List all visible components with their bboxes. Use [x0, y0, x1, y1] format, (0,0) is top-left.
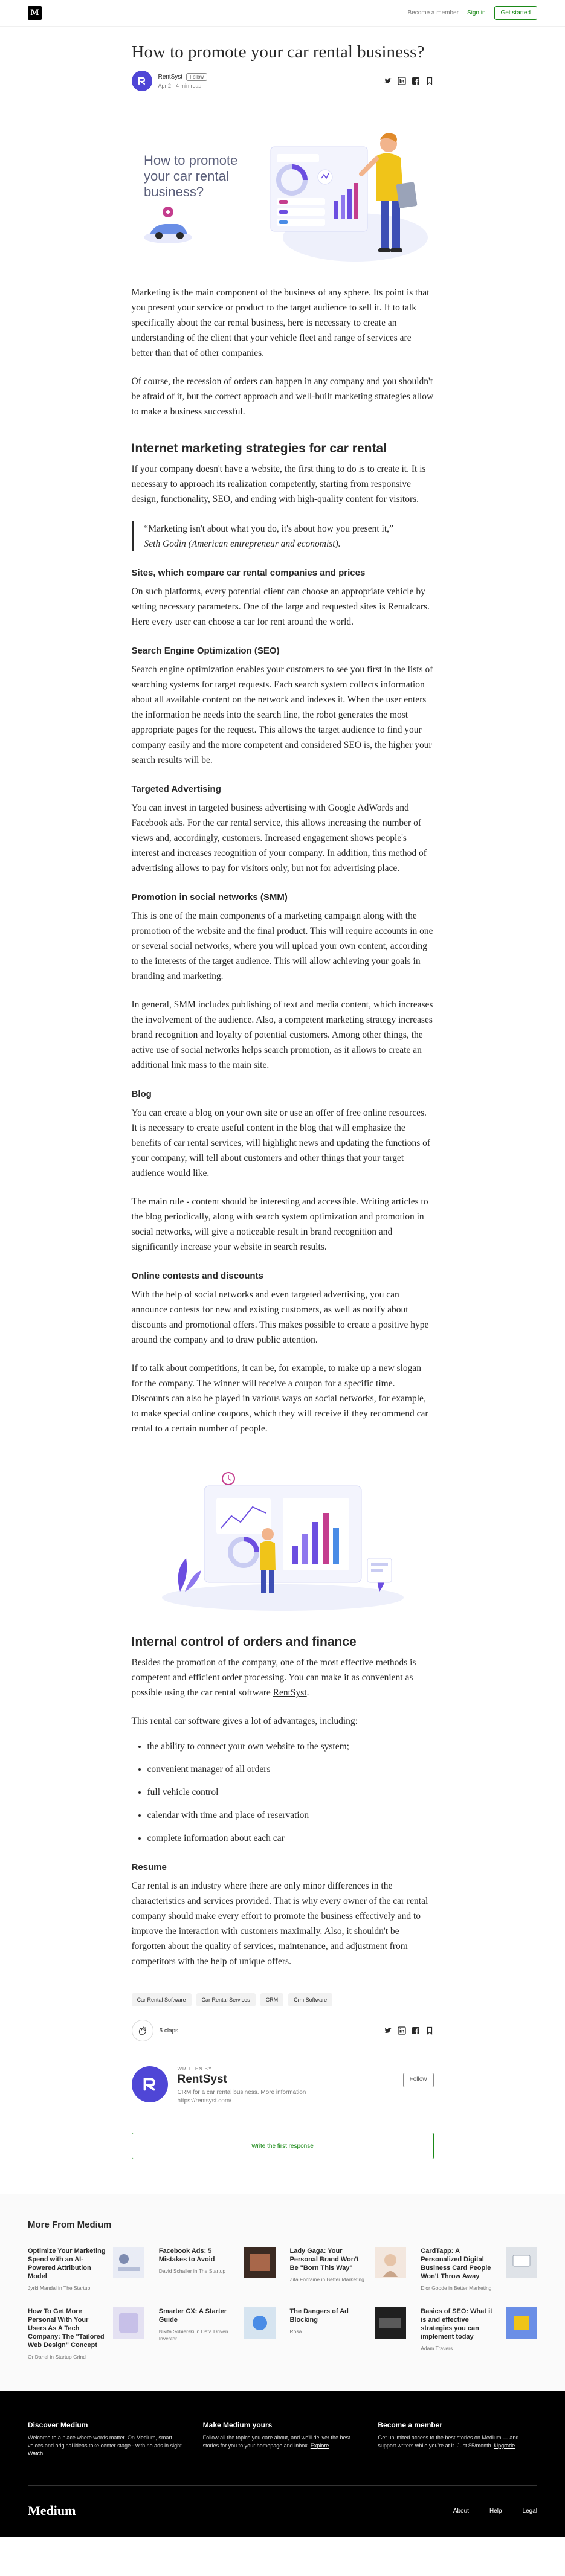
author-row — [132, 71, 434, 91]
clap-icon — [137, 2025, 148, 2036]
footer-col-make-yours — [203, 2421, 363, 2458]
list-item: • calendar with time and place of reservation — [147, 1808, 434, 1823]
card-author: Jyrki Mandal in The Startup — [28, 2285, 91, 2291]
article-title: How to promote your car rental business? — [131, 42, 425, 62]
recommendation-card[interactable] — [290, 2247, 407, 2292]
get-started-button[interactable]: Get started — [494, 6, 537, 20]
rentsyst-logo-icon — [140, 2074, 160, 2095]
card-author: Nikita Sobierski in Data Driven Investor — [158, 2328, 228, 2342]
facebook-icon[interactable] — [412, 77, 420, 85]
card-author: Zita Fontaine in Better Marketing — [289, 2276, 364, 2282]
become-member-link[interactable]: Become a member — [407, 10, 459, 16]
footer-col-body — [378, 2434, 537, 2450]
writer-name[interactable]: RentSyst — [177, 2073, 227, 2086]
linkedin-icon[interactable] — [398, 2026, 406, 2035]
footer-bottom — [28, 2485, 537, 2519]
footer-medium-logo[interactable]: Medium — [28, 2503, 76, 2518]
list-item: • the ability to connect your own website to the system; — [147, 1739, 434, 1754]
internal-text-after-link: . — [306, 1688, 309, 1698]
hero-heading-line1: How to promote — [143, 153, 237, 168]
upgrade-link[interactable]: Upgrade — [494, 2443, 515, 2449]
card-title[interactable]: Basics of SEO: What it is and effective strategies you can implement today — [421, 2308, 492, 2340]
clap-row — [132, 2020, 434, 2041]
recommendation-card[interactable] — [28, 2247, 144, 2292]
writer-bio — [178, 2089, 403, 2105]
card-thumbnail[interactable] — [506, 2307, 537, 2339]
footer-link-about[interactable]: About — [453, 2507, 469, 2514]
footer-links — [453, 2508, 537, 2514]
sites-paragraph: On such platforms, every potential client can choose an appropriate vehicle by setting necessary parameters. One of the large and requested sites is Rentalcars. Here every user can choose a car for rent around the world. — [131, 586, 430, 627]
bookmark-icon[interactable] — [425, 77, 434, 85]
tag-crm-software[interactable]: Crm Software — [288, 1993, 332, 2006]
resume-paragraph: Car rental is an industry where there are only minor differences in the characteristics and services provided. That is why every owner of the car rental company should make every effort to promote the business effectively and to improve the interaction with customers maximally. Also, it shouldn't be forgotten about the quality of services, maintenance, and adjustment from competitors with the help of unique offers. — [131, 1881, 428, 1967]
explore-link[interactable]: Explore — [310, 2443, 329, 2449]
recommendation-card[interactable] — [159, 2247, 276, 2292]
tag-crm[interactable]: CRM — [260, 1993, 284, 2006]
footer-col-title: Become a member — [378, 2421, 443, 2429]
twitter-icon[interactable] — [384, 77, 392, 85]
footer-col-discover — [28, 2421, 187, 2458]
footer-columns — [28, 2421, 537, 2458]
card-author: Or Danel in Startup Grind — [28, 2354, 86, 2360]
medium-logo[interactable]: M — [28, 6, 42, 20]
footer-col-body — [28, 2434, 187, 2458]
seo-paragraph: Search engine optimization enables your customers to see you first in the lists of searching systems for target requests. Each search system collects information about all available content on the network and indexes it. When the user enters the information he needs into the search line, the robot generates the most appropriate pages for the request. This allows the target audience to find your company easily and the more competent and considered SEO is, the higher your search results will be. — [131, 664, 433, 765]
internal-paragraph-1 — [132, 1655, 434, 1700]
tag-list — [132, 1993, 434, 2006]
writer-info — [178, 2066, 403, 2105]
internet-paragraph: If your company doesn't have a website, the first thing to do is to create it. It is necessary to approach its realization competently, starting from responsive design, functionality, SEO, and ending with high-quality content for visitors. — [131, 464, 426, 504]
smm-paragraph-2: In general, SMM includes publishing of text and media content, which increases the involvement of the audience. Also, a competent marketing strategy increases brand recognition and loyalty of potential customers. Among other things, the active use of social networks helps search promotion, as it allows to create an additional link mass to the main site. — [131, 1000, 433, 1070]
intro-paragraph-1: Marketing is the main component of the business of any sphere. Its point is that you present your service or product to the target audience to sell it. If to talk specifically about the car rental business, here is necessary to create an understanding of the client that your vehicle fleet and range of services are better than that of other companies. — [131, 287, 430, 358]
card-thumbnail[interactable] — [113, 2247, 144, 2278]
card-thumbnail[interactable] — [375, 2307, 406, 2339]
share-icons — [384, 77, 434, 85]
advantages-list — [132, 1739, 434, 1846]
recommendation-card[interactable] — [421, 2247, 537, 2292]
quote-citation: Seth Godin (American entrepreneur and economist). — [144, 539, 341, 549]
twitter-icon[interactable] — [384, 2026, 392, 2035]
card-title[interactable]: CardTapp: A Personalized Digital Business Card People Won't Throw Away — [421, 2247, 491, 2280]
card-thumbnail[interactable] — [506, 2247, 537, 2278]
clap-count: 5 claps — [159, 2027, 179, 2034]
section-heading-contests: Online contests and discounts — [131, 1271, 263, 1281]
contests-paragraph-1: With the help of social networks and even targeted advertising, you can announce contests for new and existing customers, as well as notify about discounts and promotional offers. This makes possible to create a positive hype around the company and to draw public attention. — [131, 1290, 429, 1345]
section-heading-sites: Sites, which compare car rental companies and prices — [131, 568, 366, 578]
written-by-label: WRITTEN BY — [177, 2066, 212, 2072]
watch-link[interactable]: Watch — [28, 2450, 44, 2456]
bottom-share-icons — [384, 2026, 434, 2035]
section-heading-resume: Resume — [131, 1862, 167, 1872]
footer-link-legal[interactable]: Legal — [522, 2507, 537, 2514]
footer-col-title: Make Medium yours — [202, 2421, 273, 2429]
blockquote — [132, 521, 434, 551]
rentsyst-logo-icon — [136, 75, 148, 87]
section-heading-targeted: Targeted Advertising — [131, 784, 221, 794]
author-meta — [158, 73, 208, 89]
footer-col-text: Welcome to a place where words matter. On Medium, smart voices and original ideas take center stage - with no ads in sight. — [28, 2435, 184, 2449]
linkedin-icon[interactable] — [398, 77, 406, 85]
card-author: Adam Travers — [421, 2345, 453, 2351]
contests-paragraph-2: If to talk about competitions, it can be, for example, to make up a new slogan for the company. The winner will receive a coupon for a specific time. Discounts can also be played in various ways on social networks, for example, to make special online coupons, which they will receive if they recommend car rental to a certain number of people. — [131, 1363, 428, 1434]
card-title[interactable]: Smarter CX: A Starter Guide — [158, 2308, 227, 2324]
hero-heading-line3: business? — [143, 184, 204, 199]
targeted-paragraph: You can invest in targeted business advertising with Google AdWords and Facebook ads. For the car rental service, this allows increasing the number of views and, accordingly, customers. Increased engagement shows people's interest and increases recognition of your company. In addition, this method of advertising allows to pay for visitors only, but not for advertising place. — [131, 803, 427, 873]
list-item: • full vehicle control — [147, 1785, 434, 1800]
sign-in-link[interactable]: Sign in — [467, 10, 486, 16]
analytics-illustration — [132, 1462, 434, 1613]
bookmark-icon[interactable] — [425, 2026, 434, 2035]
top-navigation — [0, 0, 565, 27]
article — [132, 42, 434, 2159]
footer-col-title: Discover Medium — [28, 2421, 88, 2429]
writer-card — [132, 2055, 434, 2118]
write-response-button[interactable]: Write the first response — [132, 2133, 434, 2159]
card-title[interactable]: Facebook Ads: 5 Mistakes to Avoid — [158, 2247, 215, 2263]
recommendation-card[interactable] — [159, 2307, 276, 2360]
section-heading-smm: Promotion in social networks (SMM) — [131, 892, 288, 902]
internal-text-before-link: Besides the promotion of the company, one of the most effective methods is competent and efficient order processing. You can make it as convenient as possible using the car rental software — [131, 1657, 416, 1698]
card-title[interactable]: How To Get More Personal With Your Users As A Tech Company: The "Tailored Web Design" Concept — [28, 2308, 105, 2349]
blog-paragraph-2: The main rule - content should be interesting and accessible. Writing articles to the blog periodically, along with search system optimization and promotion in social networks, will give a noticeable result in brand recognition and significantly increase your website in search results. — [131, 1196, 428, 1252]
clap-button[interactable] — [132, 2020, 153, 2041]
list-item: • convenient manager of all orders — [147, 1762, 434, 1777]
card-title[interactable]: Optimize Your Marketing Spend with an AI-Powered Attribution Model — [28, 2247, 106, 2280]
writer-follow-button[interactable]: Follow — [403, 2073, 434, 2087]
top-actions — [407, 6, 537, 20]
footer-col-member — [378, 2421, 537, 2458]
tag-car-rental-software[interactable]: Car Rental Software — [132, 1993, 192, 2006]
card-thumbnail[interactable] — [113, 2307, 144, 2339]
footer-col-body — [203, 2434, 363, 2450]
recommendation-card[interactable] — [28, 2307, 144, 2360]
section-heading-internal: Internal control of orders and finance — [131, 1635, 357, 1649]
card-author: Dior Goode in Better Marketing — [421, 2285, 492, 2291]
publish-meta: Apr 2 · 4 min read — [158, 83, 202, 89]
more-title: More From Medium — [28, 2220, 112, 2230]
more-from-medium — [0, 2194, 565, 2391]
writer-bio-url[interactable]: https://rentsyst.com/ — [177, 2098, 231, 2104]
recommendation-card[interactable] — [290, 2307, 407, 2360]
section-heading-seo: Search Engine Optimization (SEO) — [131, 646, 280, 656]
site-footer — [0, 2391, 565, 2537]
author-name[interactable]: RentSyst — [158, 74, 183, 80]
writer-avatar[interactable] — [132, 2066, 168, 2102]
internal-paragraph-2: This rental car software gives a lot of advantages, including: — [131, 1716, 358, 1726]
section-heading-internet: Internet marketing strategies for car rental — [131, 442, 387, 455]
card-author: David Schaller in The Startup — [158, 2268, 226, 2274]
smm-paragraph-1: This is one of the main components of a marketing campaign along with the promotion of the website and the final product. This will require accounts in one or several social networks, where you will upload your own content, according to the interests of the target audience. This will allow achieving your goals in branding and marketing. — [131, 911, 433, 981]
hero-illustration — [132, 111, 434, 269]
author-avatar[interactable] — [132, 71, 152, 91]
tag-car-rental-services[interactable]: Car Rental Services — [196, 1993, 256, 2006]
list-item: • complete information about each car — [147, 1831, 434, 1846]
follow-author-button[interactable]: Follow — [186, 73, 207, 81]
card-author: Rosa — [289, 2328, 302, 2334]
recommendation-card[interactable] — [421, 2307, 537, 2360]
card-thumbnail[interactable] — [375, 2247, 406, 2278]
footer-col-text: Get unlimited access to the best stories on Medium — and support writers while you're at it. Just $5/month. — [378, 2435, 519, 2449]
footer-link-help[interactable]: Help — [489, 2507, 502, 2514]
section-heading-blog: Blog — [131, 1089, 152, 1099]
card-thumbnail[interactable] — [244, 2307, 276, 2339]
facebook-icon[interactable] — [412, 2026, 420, 2035]
intro-paragraph-2: Of course, the recession of orders can happen in any company and you shouldn't be afraid of it, but the correct approach and well-built marketing strategies allow to make a business successful. — [131, 376, 434, 417]
rentsyst-link[interactable]: RentSyst — [273, 1688, 307, 1698]
card-title[interactable]: Lady Gaga: Your Personal Brand Won't Be "Born This Way" — [289, 2247, 359, 2272]
footer-col-text: Follow all the topics you care about, and we'll deliver the best stories for you to your homepage and inbox. — [202, 2435, 350, 2449]
card-title[interactable]: The Dangers of Ad Blocking — [289, 2308, 349, 2324]
writer-bio-line: CRM for a car rental business. More information — [177, 2089, 306, 2096]
quote-text: “Marketing isn't about what you do, it's about how you present it,” — [144, 524, 393, 534]
recommendation-grid — [28, 2247, 537, 2360]
card-thumbnail[interactable] — [244, 2247, 276, 2278]
hero-heading-line2: your car rental — [143, 169, 229, 184]
blog-paragraph-1: You can create a blog on your own site or use an offer of free online resources. It is necessary to create useful content in the blog that will emphasize the benefits of car rental services, will highlight news and updating the functions of your company, will tell about customers and other things that your target audience would like. — [131, 1108, 431, 1178]
